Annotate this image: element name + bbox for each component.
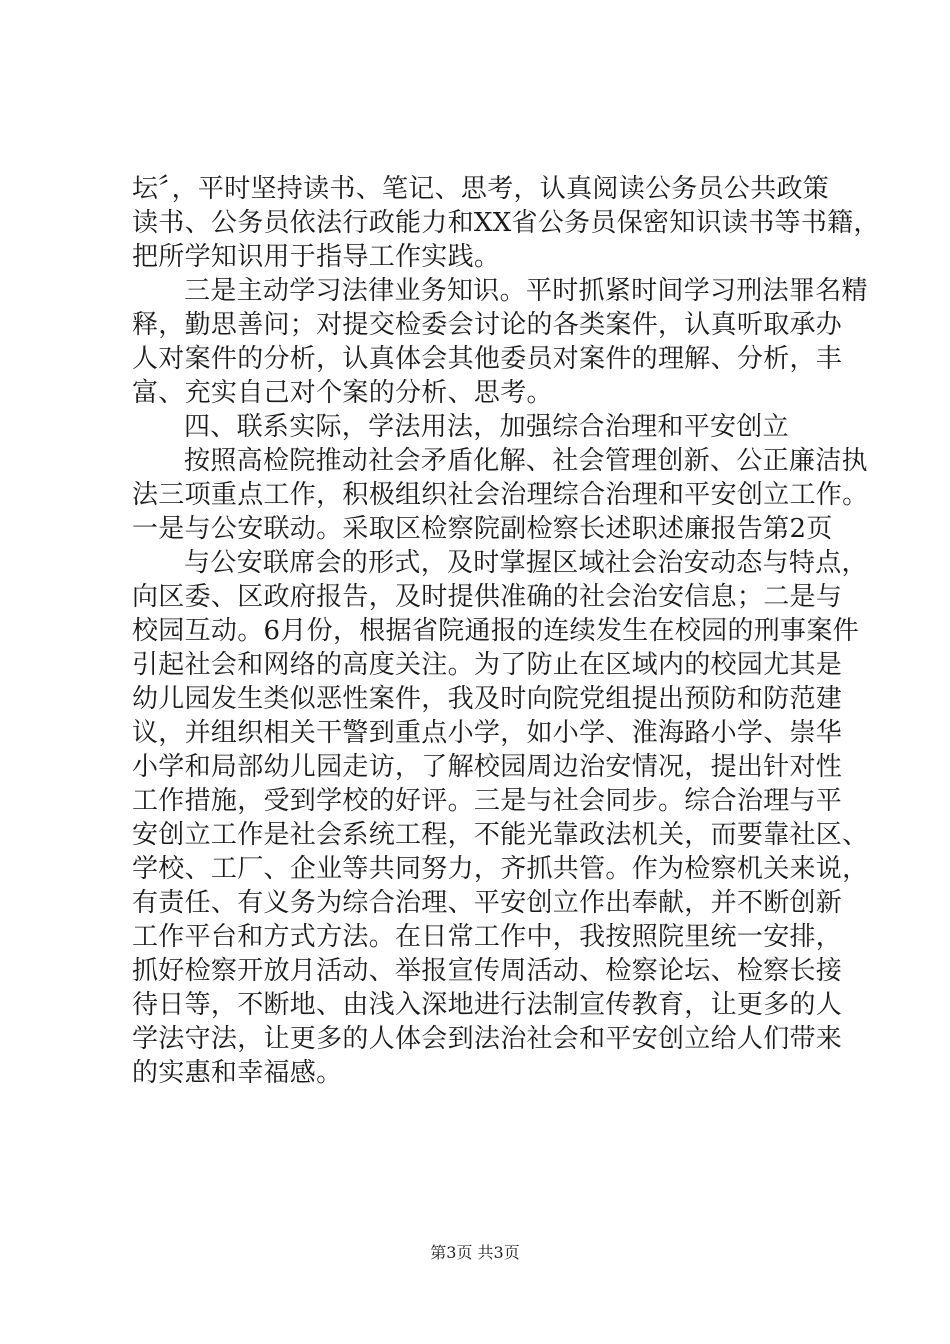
text-line: 富、充实自己对个案的分析、思考。 <box>132 378 553 408</box>
section-heading: 四、联系实际，学法用法，加强综合治理和平安创立 <box>184 412 789 442</box>
text-line: 一是与公安联动。采取区检察院副检察长述职述廉报告第2页 <box>132 514 833 544</box>
text-line: 的实惠和幸福感。 <box>132 1058 343 1088</box>
text-line: 引起社会和网络的高度关注。为了防止在区域内的校园尤其是 <box>132 650 843 680</box>
text-line: 校园互动。6月份，根据省院通报的连续发生在校园的刑事案件 <box>132 616 859 646</box>
text-line: 有责任、有义务为综合治理、平安创立作出奉献，并不断创新 <box>132 888 843 918</box>
text-line: 幼儿园发生类似恶性案件，我及时向院党组提出预防和防范建 <box>132 684 843 714</box>
document-body <box>132 172 880 1090</box>
text-line: 工作平台和方式方法。在日常工作中，我按照院里统一安排， <box>132 922 843 952</box>
text-line: 小学和局部幼儿园走访，了解校园周边治安情况，提出针对性 <box>132 752 843 782</box>
page-footer <box>0 1243 950 1263</box>
text-line: 议，并组织相关干警到重点小学，如小学、淮海路小学、崇华 <box>132 718 843 748</box>
text-line: 工作措施，受到学校的好评。三是与社会同步。综合治理与平 <box>132 786 843 816</box>
text-line: 待日等，不断地、由浅入深地进行法制宣传教育，让更多的人 <box>132 990 843 1020</box>
text-line: 释，勤思善问；对提交检委会讨论的各类案件，认真听取承办 <box>132 310 843 340</box>
text-line: 把所学知识用于指导工作实践。 <box>132 242 501 272</box>
text-line: 向区委、区政府报告，及时提供准确的社会治安信息；二是与 <box>132 582 843 612</box>
page-number-label: 第3页 共3页 <box>430 1243 520 1262</box>
text-line: 坛〞，平时坚持读书、笔记、思考，认真阅读公务员公共政策 <box>132 174 830 204</box>
text-line: 抓好检察开放月活动、举报宣传周活动、检察论坛、检察长接 <box>132 956 843 986</box>
text-line: 法三项重点工作，积极组织社会治理综合治理和平安创立工作。 <box>132 480 869 510</box>
paragraph-start-line: 按照高检院推动社会矛盾化解、社会管理创新、公正廉洁执 <box>184 446 868 476</box>
text-line: 读书、公务员依法行政能力和XX省公务员保密知识读书等书籍， <box>132 208 880 238</box>
text-line: 学校、工厂、企业等共同努力，齐抓共管。作为检察机关来说， <box>132 854 869 884</box>
text-line: 学法守法，让更多的人体会到法治社会和平安创立给人们带来 <box>132 1024 843 1054</box>
text-line: 安创立工作是社会系统工程，不能光靠政法机关，而要靠社区、 <box>132 820 869 850</box>
paragraph-start-line: 与公安联席会的形式，及时掌握区域社会治安动态与特点， <box>184 548 868 578</box>
paragraph-start-line: 三是主动学习法律业务知识。平时抓紧时间学习刑法罪名精 <box>184 276 868 306</box>
text-line: 人对案件的分析，认真体会其他委员对案件的理解、分析，丰 <box>132 344 843 374</box>
